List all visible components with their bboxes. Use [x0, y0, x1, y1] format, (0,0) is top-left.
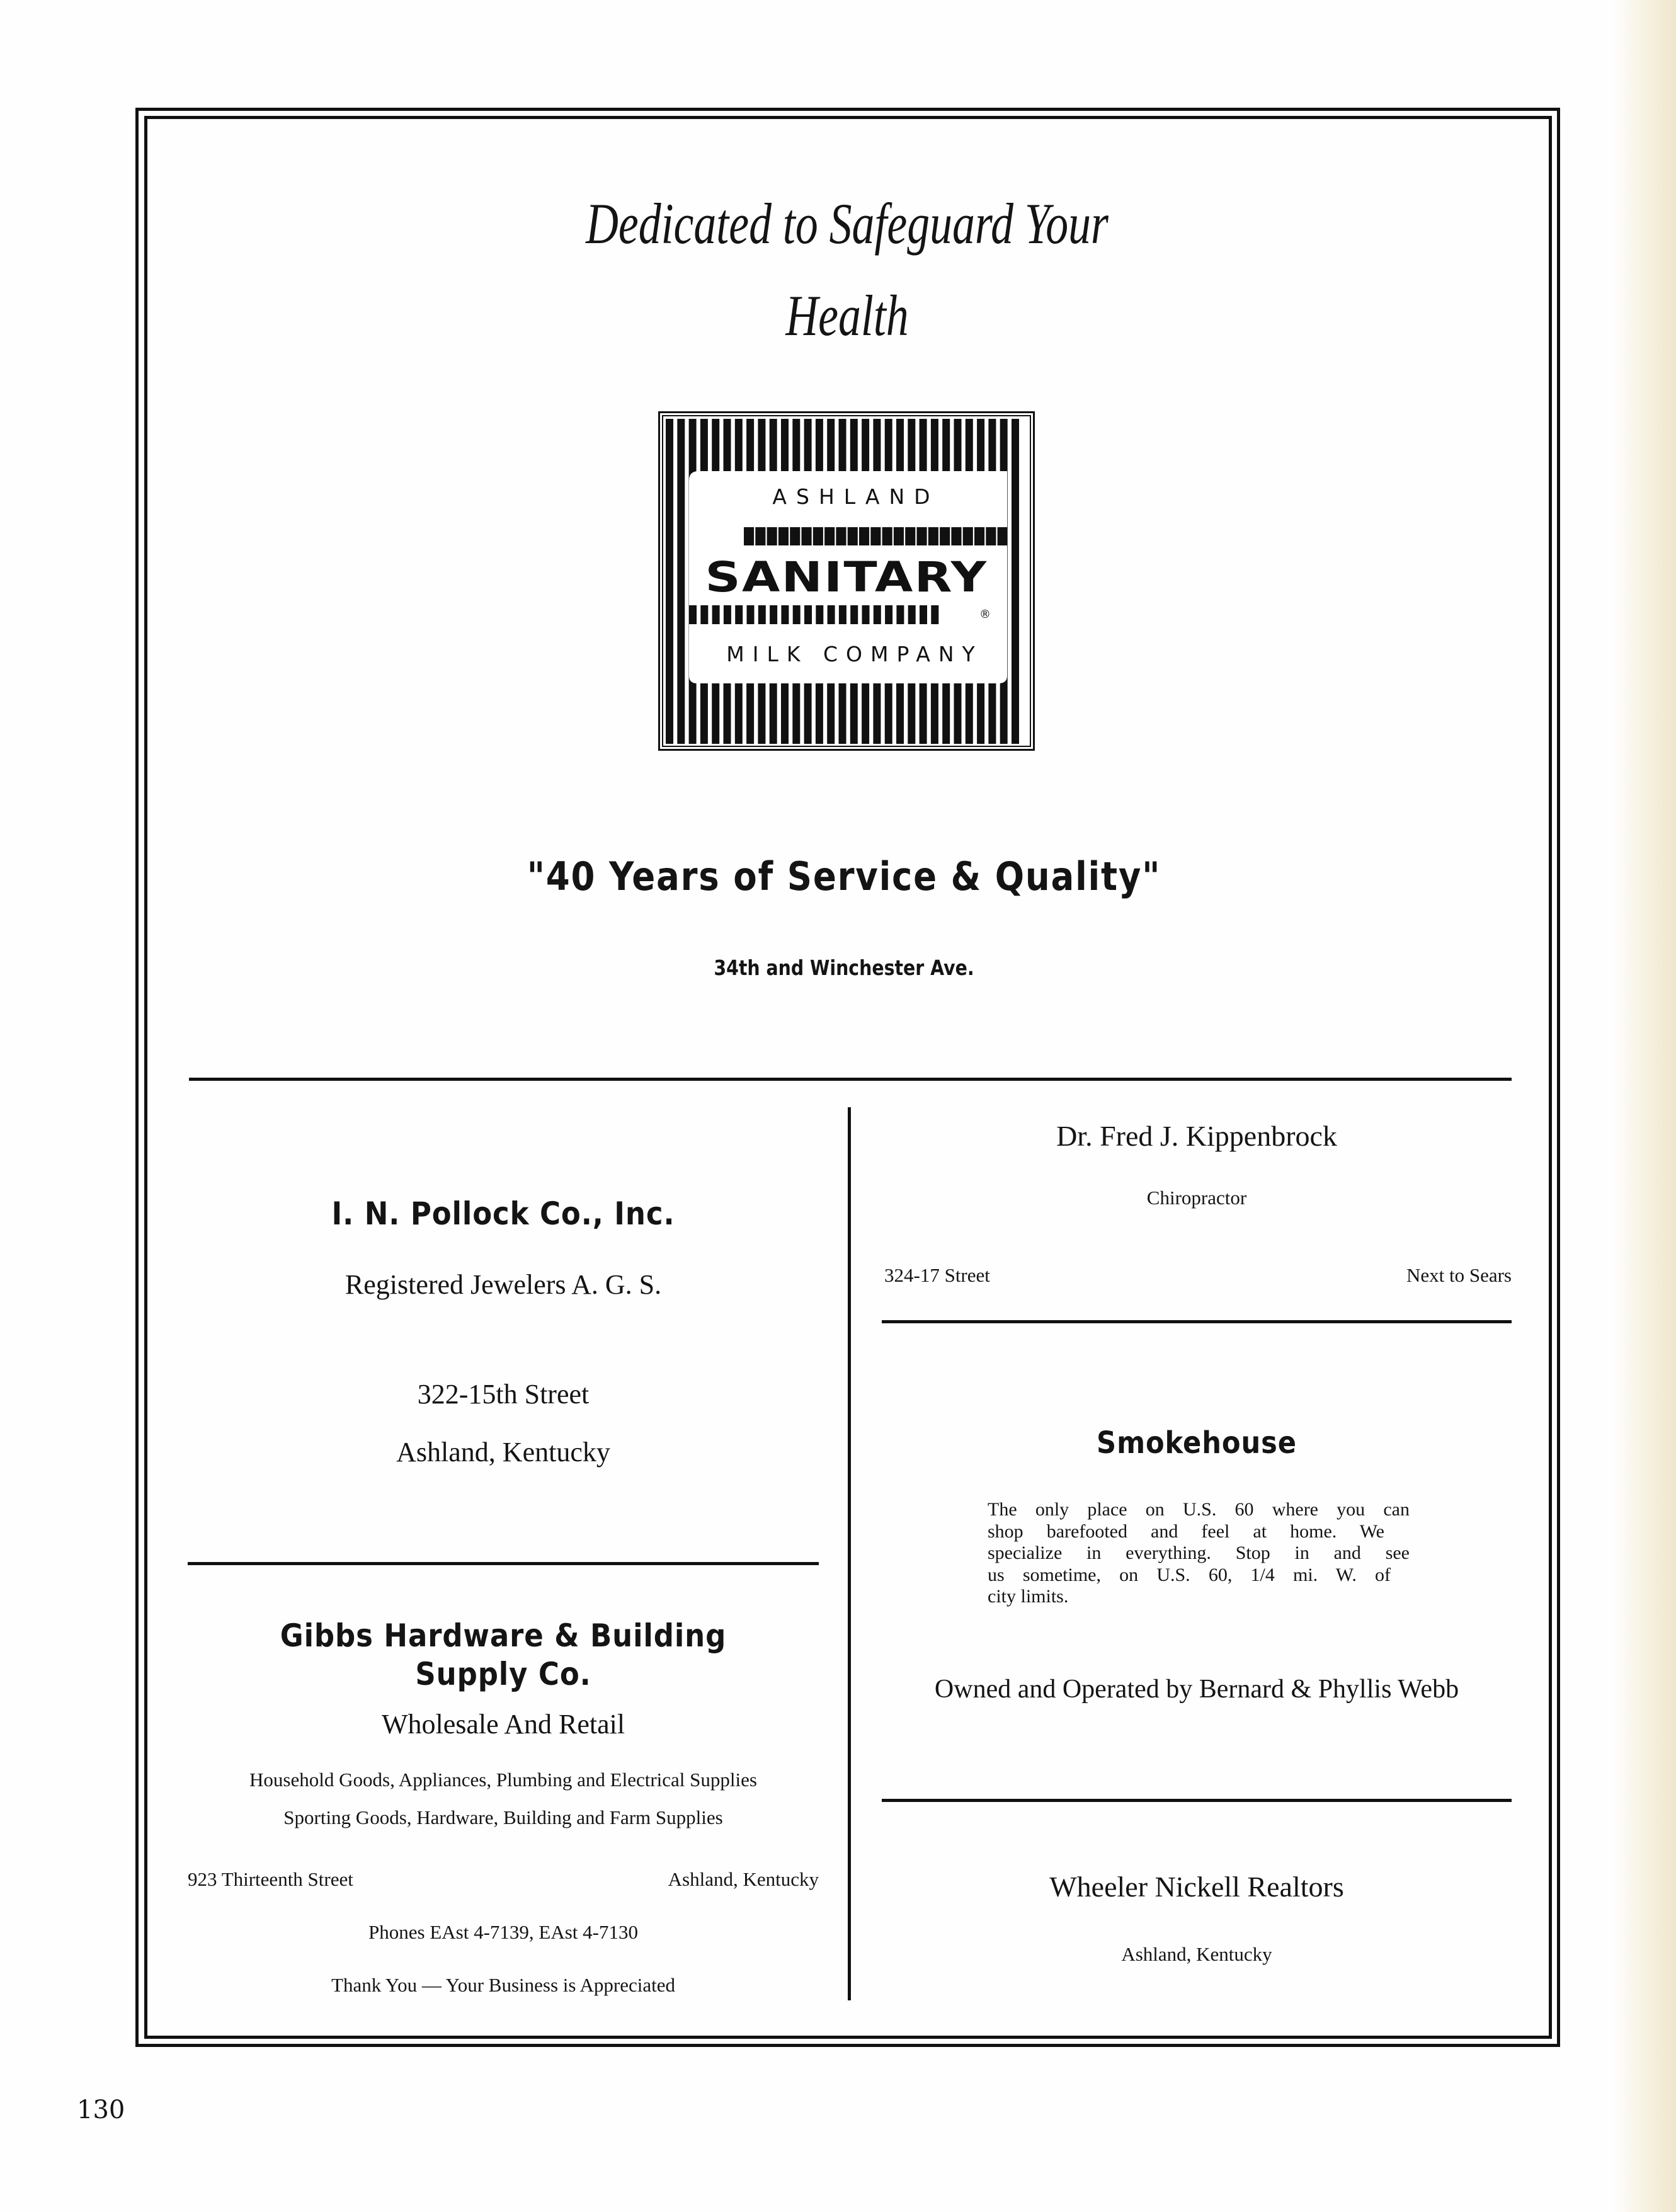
- gibbs-goods-line-2: Sporting Goods, Hardware, Building and Farm Supplies: [283, 1806, 723, 1828]
- section-divider: [189, 1078, 1512, 1081]
- headline-line-2: Health: [785, 283, 909, 348]
- gibbs-thanks: Thank You — Your Business is Appreciated: [331, 1974, 675, 1996]
- logo-stripe: [928, 527, 936, 545]
- logo-stripe: [905, 527, 913, 545]
- logo-stripe: [850, 605, 858, 624]
- pollock-subtitle: Registered Jewelers A. G. S.: [345, 1269, 662, 1300]
- pollock-street: 322-15th Street: [417, 1379, 590, 1410]
- smokehouse-name: Smokehouse: [1097, 1425, 1297, 1461]
- logo-stripe: [963, 527, 971, 545]
- description-line: specialize in everything. Stop in and see: [988, 1542, 1410, 1563]
- logo-stripe: [758, 605, 766, 624]
- description-line: The only place on U.S. 60 where you can: [988, 1499, 1410, 1520]
- logo-stripe: [951, 527, 959, 545]
- sanitary-address: 34th and Winchester Ave.: [714, 955, 974, 980]
- logo-stripe: [986, 527, 993, 545]
- right-column-divider-1: [882, 1320, 1512, 1323]
- logo-stripe: [848, 527, 855, 545]
- logo-stripe: [882, 527, 890, 545]
- gibbs-name-line-2: Supply Co.: [415, 1656, 591, 1692]
- logo-stripe: [804, 605, 812, 624]
- logo-stripe: [862, 605, 870, 624]
- gibbs-name-line-1: Gibbs Hardware & Building: [280, 1617, 727, 1654]
- logo-stripe: [920, 605, 927, 624]
- logo-stripe: [712, 605, 720, 624]
- registered-mark-icon: ®: [979, 608, 991, 621]
- logo-stripe: [894, 527, 901, 545]
- gibbs-city: Ashland, Kentucky: [668, 1868, 819, 1890]
- column-divider: [848, 1107, 851, 2000]
- logo-stripe: [870, 527, 878, 545]
- logo-stripe: [755, 527, 763, 545]
- logo-stripe: [790, 527, 797, 545]
- description-line: shop barefooted and feel at home. We: [988, 1520, 1384, 1542]
- description-line: city limits.: [988, 1586, 1069, 1607]
- logo-stripe: [747, 605, 755, 624]
- logo-stripe: [802, 527, 809, 545]
- logo-ashland-text: ASHLAND: [772, 484, 940, 509]
- logo-stripe: [778, 527, 786, 545]
- logo-stripe: [781, 605, 789, 624]
- wheeler-city: Ashland, Kentucky: [1121, 1943, 1272, 1965]
- description-line: us sometime, on U.S. 60, 1/4 mi. W. of: [988, 1564, 1391, 1585]
- gibbs-subtitle: Wholesale And Retail: [381, 1709, 625, 1740]
- tagline: "40 Years of Service & Quality": [527, 853, 1161, 899]
- logo-stripe: [770, 605, 777, 624]
- logo-milk-company-text: MILK COMPANY: [726, 642, 983, 666]
- right-column-divider-2: [882, 1799, 1512, 1802]
- logo-stripe: [700, 605, 708, 624]
- logo-stripe: [998, 527, 1005, 545]
- logo-stripe: [896, 605, 904, 624]
- gibbs-phones: Phones EAst 4-7139, EAst 4-7130: [368, 1921, 638, 1943]
- headline-line-1: Dedicated to Safeguard Your: [586, 191, 1109, 256]
- wheeler-name: Wheeler Nickell Realtors: [1049, 1871, 1344, 1903]
- logo-stripe: [908, 605, 916, 624]
- kippenbrock-name: Dr. Fred J. Kippenbrock: [1056, 1120, 1337, 1152]
- left-column-divider: [188, 1562, 819, 1565]
- logo-stripe: [859, 527, 867, 545]
- gibbs-street: 923 Thirteenth Street: [188, 1868, 353, 1890]
- logo-stripe: [689, 605, 697, 624]
- logo-stripe: [735, 605, 743, 624]
- logo-stripe: [824, 527, 832, 545]
- logo-stripe: [816, 605, 823, 624]
- logo-stripe: [744, 527, 751, 545]
- logo-stripe: [940, 527, 947, 545]
- logo-stripe: [974, 527, 982, 545]
- kippenbrock-profession: Chiropractor: [1146, 1187, 1247, 1209]
- logo-stripe: [885, 605, 892, 624]
- logo-stripe: [793, 605, 801, 624]
- logo-stripe: [917, 527, 925, 545]
- page-number: 130: [77, 2095, 125, 2124]
- kippenbrock-landmark: Next to Sears: [1406, 1264, 1512, 1286]
- logo-stripe: [828, 605, 835, 624]
- logo-stripe: [836, 527, 843, 545]
- logo-stripe: [839, 605, 847, 624]
- ashland-sanitary-milk-logo: [658, 411, 1035, 751]
- logo-stripe: [874, 605, 881, 624]
- logo-stripe: [724, 605, 731, 624]
- logo-stripe: [767, 527, 775, 545]
- smokehouse-owners: Owned and Operated by Bernard & Phyllis Webb: [934, 1675, 1459, 1704]
- smokehouse-description: [988, 1499, 1410, 1608]
- gibbs-goods-line-1: Household Goods, Appliances, Plumbing and Electrical Supplies: [249, 1769, 757, 1791]
- logo-stripe: [813, 527, 821, 545]
- pollock-city: Ashland, Kentucky: [396, 1437, 610, 1468]
- kippenbrock-street: 324-17 Street: [884, 1264, 990, 1286]
- logo-stripe: [931, 605, 938, 624]
- logo-sanitary-text: SANITARY: [705, 553, 988, 601]
- pollock-name: I. N. Pollock Co., Inc.: [331, 1195, 675, 1232]
